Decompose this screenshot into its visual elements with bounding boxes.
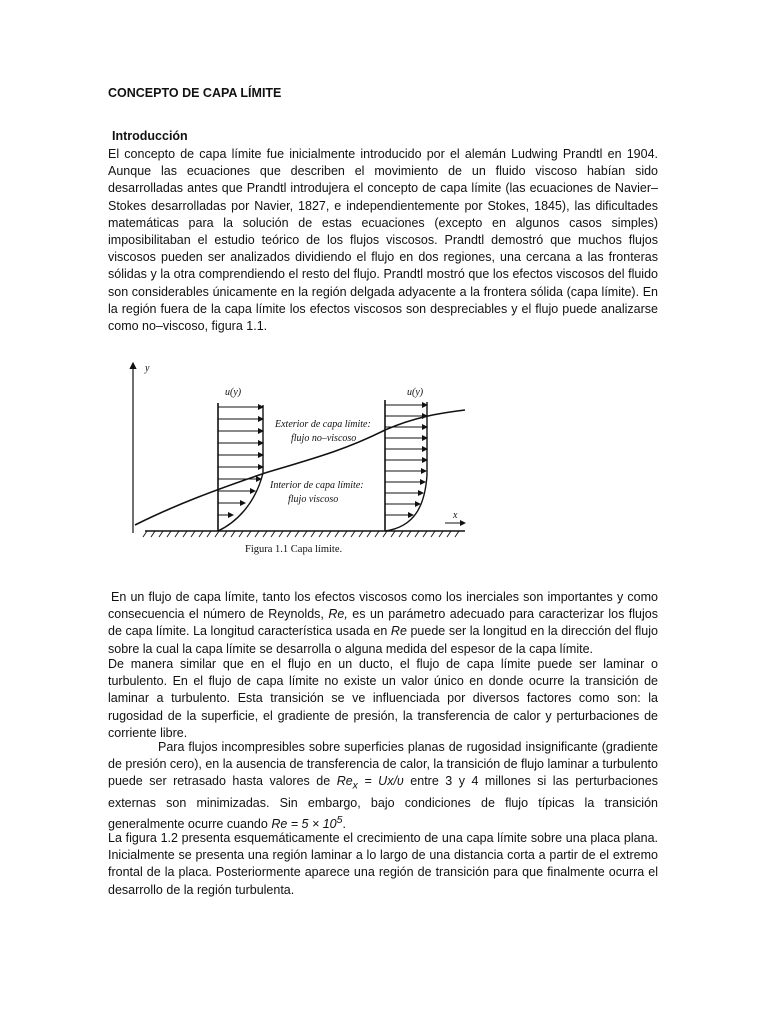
figure-caption: Figura 1.1 Capa límite.: [245, 544, 343, 555]
paragraph-figure-1-2: La figura 1.2 presenta esquemáticamente el crecimiento de una capa límite sobre una placa plana. Inicialmente se presenta una región laminar a lo largo de una distancia corta a partir de el extremo frontal de la placa. Posteriormente aparece una región de transición para que finalmente ocurra el desarrollo de la región turbulenta.: [108, 831, 658, 897]
profile-1-curve: [218, 405, 263, 531]
paragraph-reynolds-text-3: puede ser la longitud en la dirección del flujo sobre la cual la capa límite se desarrolla o alguna medida del espesor de la capa límite.: [108, 624, 658, 656]
plate-hatching: [143, 531, 459, 537]
reynolds-x-subscript: x: [352, 780, 358, 792]
reynolds-symbol-2: Re: [390, 624, 407, 639]
paragraph-transition-text-2: entre 3 y 4 millones si las perturbaciones externas son minimizadas. Sin embargo, bajo condiciones de flujo típicas la transición generalmente ocurre cuando: [108, 774, 658, 832]
paragraph-reynolds-text-2: es un parámetro adecuado para caracterizar los flujos de capa límite. La longitud característica usada en: [108, 607, 658, 639]
paragraph-reynolds-text-1: En un flujo de capa límite, tanto los efectos viscosos como los inerciales son importantes y como consecuencia el número de Reynolds,: [108, 590, 658, 622]
profile-1-label: u(y): [225, 387, 242, 398]
transition-period: .: [342, 817, 346, 832]
paragraph-intro: El concepto de capa límite fue inicialmente introducido por el alemán Ludwing Prandtl en 1904. Aunque las ecuaciones que describen el movimiento de un fluido viscoso habían sido desarrolladas antes que Prandtl introdujera el concepto de capa límite (las ecuaciones de Navier–Stokes desarrolladas por Navier, 1827, e independientemente por Stokes, 1845), las dificultades matemáticas para la solución de estas ecuaciones (excepto en algunos casos simples) imposibilitaban el estudio teórico de los flujos viscosos. Prandtl demostró que muchos flujos viscosos pueden ser analizados dividiendo el flujo en dos regiones, una cercana a las fronteras sólidas y la otra comprendiendo el resto del flujo. Prandtl mostró que los efectos viscosos del fluido son considerables únicamente en la región delgada adyacente a la frontera sólida (capa límite). En la región fuera de la capa límite los efectos viscosos son despreciables y el flujo puede analizarse como no–viscoso, figura 1.1.: [108, 147, 658, 334]
section-heading-introduccion: Introducción: [112, 129, 188, 143]
paragraph-transition: [108, 739, 658, 834]
profile-2-label: u(y): [407, 387, 424, 398]
paragraph-transition-text-1: Para flujos incompresibles sobre superficies planas de rugosidad insignificante (gradiente de presión cero), en la ausencia de transferencia de calor, la transición de flujo laminar a turbulento puede ser retrasado hasta valores de: [108, 740, 658, 789]
reynolds-x-symbol: [336, 774, 358, 792]
outer-region-label-line1: Exterior de capa límite:: [275, 419, 371, 430]
critical-reynolds-exponent: 5: [336, 815, 343, 827]
paragraph-reynolds: [108, 589, 658, 658]
figure-1-1: [115, 355, 470, 560]
profile-1-arrows: [218, 407, 263, 515]
critical-reynolds-base: Re = 5 × 10: [271, 817, 337, 832]
y-axis-label: y: [145, 363, 150, 374]
outer-region-label-line2: flujo no–viscoso: [291, 433, 357, 444]
paragraph-laminar-turbulent: De manera similar que en el flujo en un ducto, el flujo de capa límite puede ser laminar o turbulento. En el flujo de capa límite no existe un valor único en donde ocurre la transición de laminar a turbulento. Esta transición se ve influenciada por diversos factores como son: la rugosidad de la superficie, el gradiente de presión, la transferencia de calor y perturbaciones de corriente libre.: [108, 657, 658, 740]
reynolds-x-equation: = Ux/υ: [364, 774, 404, 789]
inner-region-label-line2: flujo viscoso: [288, 494, 339, 505]
x-axis-label: x: [453, 510, 458, 521]
document-title: CONCEPTO DE CAPA LÍMITE: [108, 86, 282, 100]
boundary-layer-diagram: [115, 355, 470, 560]
inner-region-label-line1: Interior de capa límite:: [270, 480, 364, 491]
reynolds-x-base: Re: [336, 774, 353, 789]
reynolds-symbol-1: Re,: [328, 607, 348, 622]
